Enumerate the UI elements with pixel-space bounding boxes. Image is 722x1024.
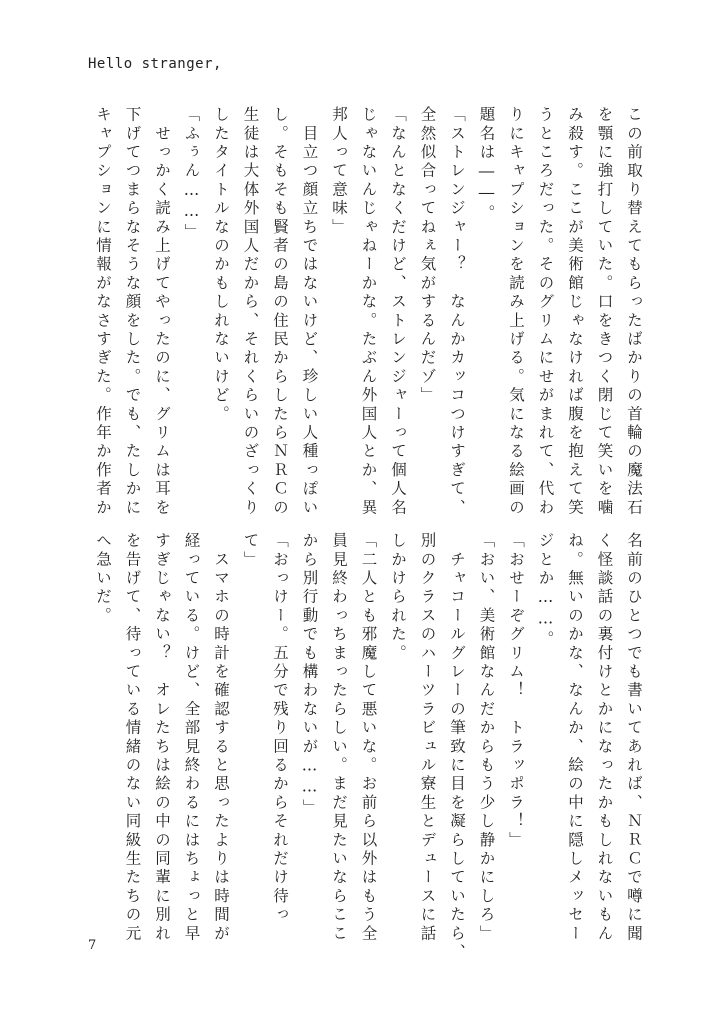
text-line: 「おい、美術館なんだからもう少し静かにしろ」 (477, 532, 496, 944)
text-line: 題名は――。 (477, 106, 496, 224)
text-line: から別行動でも構わないが……」 (300, 532, 319, 818)
text-line: 「なんとなくだけど、ストレンジャーって個人名 (389, 106, 407, 518)
text-line: ね。無いのかな、なんか、絵の中に隠しメッセー (566, 532, 584, 944)
page-number: 7 (88, 938, 97, 953)
text-line: み殺す。ここが美術館じゃなければ腹を抱えて笑 (566, 106, 584, 518)
text-line: 「ストレンジャー？ なんかカッコつけすぎて、 (448, 106, 466, 518)
text-line: しかけられた。 (389, 532, 407, 663)
text-line: 員見終わっちまったらしい。まだ見たいならここ (330, 532, 348, 944)
text-block-top (88, 106, 649, 518)
text-line: うところだった。そのグリムにせがまれて、代わ (536, 106, 555, 518)
text-line: 邦人って意味」 (330, 106, 348, 237)
text-line: せっかく読み上げてやったのに、グリムは耳を (153, 106, 171, 518)
text-line: りにキャプションを読み上げる。気になる絵画の (507, 106, 525, 518)
text-line: 「二人とも邪魔して悪いな。お前ら以外はもう全 (359, 532, 378, 944)
text-line: 経っている。けど、全部見終わるにはちょっと早 (182, 532, 201, 944)
text-line: を顎に強打していた。口をきつく閉じて笑いを噛 (595, 106, 614, 518)
text-line: 生徒は大体外国人だから、それくらいのざっくり (241, 106, 260, 518)
text-line: したタイトルなのかもしれないけど。 (212, 106, 230, 424)
text-line: 「おっけー。五分で残り回るからそれだけ待っ (271, 532, 289, 925)
text-line: 下げてつまらなそうな顔をした。でも、たしかに (123, 106, 142, 518)
text-line: この前取り替えてもらったばかりの首輪の魔法石 (625, 106, 643, 518)
text-line: スマホの時計を確認すると思ったよりは時間が (212, 532, 230, 944)
text-line: て」 (241, 532, 260, 570)
page-title: Hello stranger, (88, 56, 222, 72)
text-line: 別のクラスのハーツラビュル寮生とデュースに話 (418, 532, 437, 944)
text-line: く怪談話の裏付けとかになったかもしれないもん (595, 532, 614, 944)
text-block-bottom (88, 532, 649, 963)
text-line: を告げて、待っている情緒のない同級生たちの元 (123, 532, 142, 944)
text-line: すぎじゃない？ オレたちは絵の中の同輩に別れ (153, 532, 171, 944)
text-line: じゃないんじゃねーかな。たぶん外国人とか、異 (359, 106, 378, 518)
text-line: 名前のひとつでも書いてあれば、ＮＲＣで噂に聞 (625, 532, 643, 944)
text-line: し。そもそも賢者の島の住民からしたらＮＲＣの (271, 106, 289, 518)
text-line: 目立つ顔立ちではないけど、珍しい人種っぽい (300, 106, 319, 518)
text-line: 「おせーぞグリム！ トラッポラ！」 (507, 532, 525, 850)
text-line: へ急いだ。 (94, 532, 112, 626)
text-line: 全然似合ってねぇ気がするんだゾ」 (418, 106, 437, 406)
text-line: 「ふぅん……」 (182, 106, 201, 242)
text-line: ジとか……。 (536, 532, 555, 650)
text-line: チャコールグレーの筆致に目を凝らしていたら、 (448, 532, 466, 963)
text-line: キャプションに情報がなさすぎた。作年か作者か (94, 106, 112, 518)
